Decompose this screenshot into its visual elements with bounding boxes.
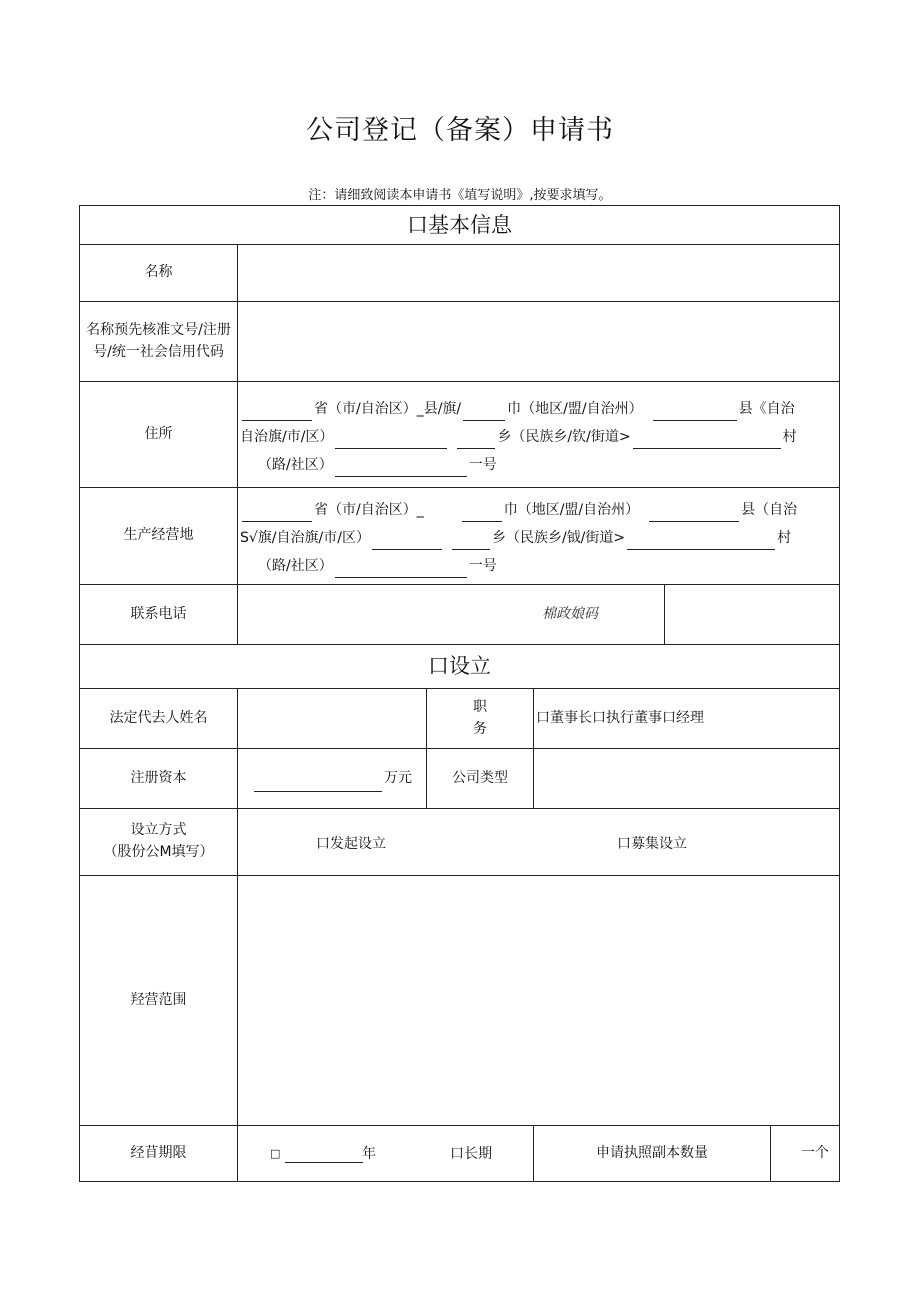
setup-method-options-cell: [237, 808, 840, 876]
fixed-term-checkbox[interactable]: □: [270, 1147, 281, 1160]
setup-section-header: [79, 644, 840, 689]
business-address-line-3: [240, 550, 839, 578]
residence-line-1: [240, 393, 839, 421]
legal-rep-label-cell: [79, 688, 238, 749]
business-scope-label-cell: [79, 875, 238, 1126]
postal-code-input-cell[interactable]: [664, 584, 840, 645]
business-scope-input-cell[interactable]: [237, 875, 840, 1126]
residence-number-text: 一号: [468, 456, 497, 473]
residence-county-text: 县《自治: [738, 400, 795, 417]
residence-input-cell[interactable]: [237, 381, 840, 488]
position-label-cell: [426, 688, 534, 749]
capital-label-cell: [79, 748, 238, 809]
license-copies-label: 申请执照副本数量: [596, 1144, 708, 1161]
business-term-label-cell: [79, 1125, 238, 1182]
business-road-text: （路/社区）: [258, 558, 333, 575]
company-type-label-cell: [426, 748, 534, 809]
basic-info-section-header: [79, 205, 840, 245]
promotion-setup-option[interactable]: 口发起设立: [316, 836, 386, 852]
phone-input-cell[interactable]: [237, 584, 665, 645]
setup-method-label: 设立方式: [130, 822, 187, 839]
business-village-text: 村: [777, 530, 792, 547]
reg-number-label: 名称预先核准文号/注册号/统一社会信用代码: [86, 321, 231, 360]
residence-district-text: 自治旗/市/区）: [240, 428, 334, 445]
phone-label: 联系电话: [130, 605, 187, 622]
business-term-options-cell: [237, 1125, 534, 1182]
capital-amount-blank[interactable]: [254, 776, 382, 792]
business-scope-label: 羟营范围: [130, 991, 187, 1008]
capital-label: 注册资本: [130, 769, 187, 786]
company-type-label: 公司类型: [452, 769, 508, 786]
business-number-text: 一号: [468, 558, 497, 575]
residence-city-text: 巾（地区/盟/自治州）: [507, 400, 643, 417]
residence-label: 住所: [144, 425, 173, 442]
copies-label-cell: [533, 1125, 771, 1182]
name-input-cell[interactable]: [237, 244, 840, 302]
reg-number-input-cell[interactable]: [237, 301, 840, 382]
basic-info-section-title: 口基本信息: [407, 212, 512, 237]
term-year-unit: 年: [362, 1146, 376, 1162]
position-options[interactable]: 口董事长口执行董事口经理: [536, 709, 704, 726]
residence-township-text: 乡（民族乡/钦/街道>: [497, 428, 631, 445]
legal-rep-label: 法定代去人姓名: [109, 709, 208, 726]
business-city-text: 巾（地区/盟/自治州）: [503, 502, 640, 519]
residence-village-text: 村: [782, 428, 797, 445]
capital-input-cell[interactable]: [237, 748, 427, 809]
residence-line-2: [240, 421, 839, 449]
postal-code-label: 棉政娘码: [542, 605, 598, 622]
license-copies-value: 一个: [801, 1144, 829, 1161]
company-type-input-cell[interactable]: [533, 748, 840, 809]
business-province-text: 省（市/自治区）_: [314, 502, 424, 519]
setup-section-title: 口设立: [428, 654, 491, 679]
page-title: 公司登记（备案）申请书: [306, 115, 614, 146]
position-label: 职务: [473, 698, 529, 737]
business-county-text: 县（自治: [741, 502, 798, 519]
name-label-cell: [79, 244, 238, 302]
capital-unit: 万元: [384, 769, 412, 786]
residence-line-3: [240, 449, 839, 477]
business-address-label-cell: [79, 487, 238, 585]
long-term-option[interactable]: 口长期: [450, 1146, 492, 1162]
business-township-text: 乡（民族乡/钺/街道>: [491, 530, 626, 547]
position-options-cell[interactable]: [533, 688, 840, 749]
residence-road-text: （路/社区）: [258, 456, 333, 473]
legal-rep-input-cell[interactable]: [237, 688, 427, 749]
residence-label-cell: [79, 381, 238, 488]
copies-value-cell[interactable]: [770, 1125, 840, 1182]
residence-province-text: 省（市/自治区）_县/旗/: [314, 400, 462, 417]
business-term-label: 经苜期限: [130, 1144, 187, 1161]
name-label: 名称: [144, 264, 173, 281]
setup-method-label-cell: [79, 808, 238, 876]
phone-label-cell: [79, 584, 238, 645]
business-district-text: S√旗/自治旗/市/区）: [240, 530, 370, 547]
fill-instructions-note: 注：请细致阅读本申请书《埴写说明》,按要求填写。: [308, 188, 612, 203]
setup-method-note: （股份公M填写）: [103, 844, 214, 860]
fixed-term-years-blank[interactable]: [285, 1147, 363, 1163]
business-address-line-2: [240, 522, 839, 550]
reg-number-label-cell: [79, 301, 238, 382]
business-address-input-cell[interactable]: [237, 487, 840, 585]
business-address-label: 生产经营地: [123, 527, 194, 544]
business-address-line-1: [240, 494, 839, 522]
offering-setup-option[interactable]: 口募集设立: [617, 836, 687, 852]
